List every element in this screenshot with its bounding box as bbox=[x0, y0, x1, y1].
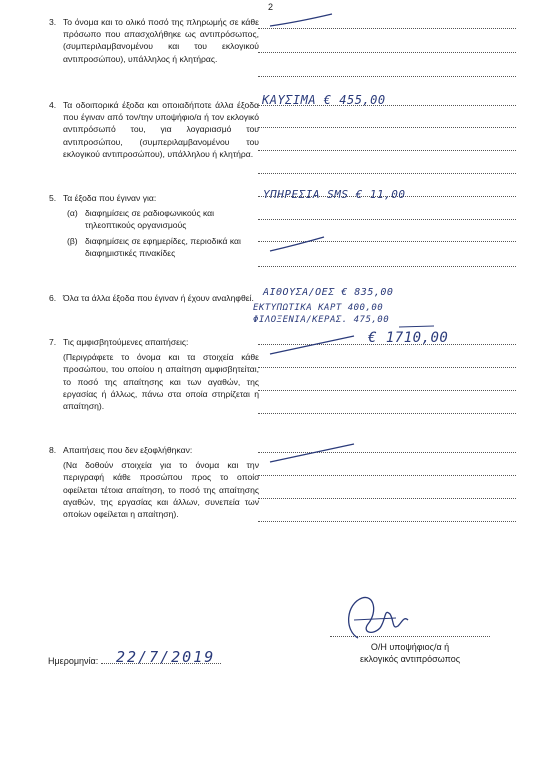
signature-caption-line: εκλογικός αντιπρόσωπος bbox=[359, 654, 461, 664]
answer-line[interactable] bbox=[258, 219, 516, 220]
sub-label: (β) bbox=[67, 235, 78, 246]
item-text: Τα έξοδα που έγιναν για: bbox=[63, 193, 157, 203]
answer-line[interactable] bbox=[258, 150, 516, 151]
answer-line[interactable] bbox=[258, 173, 516, 174]
item-number: 5. bbox=[49, 193, 57, 203]
answer-line[interactable] bbox=[258, 76, 516, 77]
signature-caption bbox=[340, 641, 480, 665]
item-text: Τις αμφισβητούμενες απαιτήσεις: bbox=[63, 337, 189, 347]
strike-mark bbox=[268, 10, 338, 30]
answer-line[interactable] bbox=[258, 390, 516, 391]
answer-line[interactable] bbox=[258, 521, 516, 522]
handwritten-printing-amount: ΕΚΤΥΠΩΤΙΚΑ ΚΑΡΤ 400,00 bbox=[253, 303, 384, 313]
item-text: Όλα τα άλλα έξοδα που έγιναν ή έχουν αναληφθεί. bbox=[63, 293, 254, 303]
handwritten-hospitality-amount: ΦΙΛΟΞΕΝΙΑ/ΚΕΡΑΣ. 475,00 bbox=[253, 315, 390, 325]
answer-line[interactable] bbox=[258, 475, 516, 476]
page-number: 2 bbox=[268, 2, 274, 12]
item-number: 8. bbox=[49, 445, 57, 455]
signature-caption-line: Ο/Η υποψήφιος/α ή bbox=[370, 642, 450, 652]
sub-item-a bbox=[63, 207, 263, 231]
answer-line[interactable] bbox=[258, 52, 516, 53]
total-underline bbox=[398, 325, 438, 329]
strike-mark bbox=[268, 332, 358, 356]
item-number: 4. bbox=[49, 100, 57, 110]
sub-text: διαφημίσεις σε εφημερίδες, περιοδικά και διαφημιστικές πινακίδες bbox=[85, 235, 241, 258]
strike-mark bbox=[268, 440, 358, 464]
answer-line[interactable] bbox=[258, 367, 516, 368]
handwritten-total-amount: € 1710,00 bbox=[368, 330, 449, 346]
strike-mark bbox=[268, 233, 328, 253]
sub-text: διαφημίσεις σε ραδιοφωνικούς και τηλεοπτικούς οργανισμούς bbox=[85, 208, 215, 231]
answer-line[interactable] bbox=[258, 127, 516, 128]
date-value: 22/7/2019 bbox=[116, 648, 216, 666]
item-text: Απαιτήσεις που δεν εξοφλήθηκαν: bbox=[63, 445, 193, 455]
answer-line[interactable] bbox=[258, 413, 516, 414]
date-label: Ημερομηνία: bbox=[48, 656, 221, 666]
signature bbox=[338, 590, 418, 646]
item-note: (Περιγράφετε το όνομα και τα στοιχεία κάθε προσώπου, του οποίου η απαίτηση αμφισβητείται, το ποσό της απαίτησης και των αγαθών, της εργασίας ή άλλως, πάνω στα οποία στηρίζεται η απαίτηση). bbox=[63, 352, 259, 412]
handwritten-sms-amount: ΥΠΗΡΕΣΙΑ SMS € 11,00 bbox=[263, 188, 406, 201]
item-number: 6. bbox=[49, 293, 57, 303]
sub-item-b bbox=[63, 235, 263, 259]
sub-label: (α) bbox=[67, 208, 78, 219]
handwritten-fuel-amount: ΚΑΥΣΙΜΑ € 455,00 bbox=[262, 93, 386, 107]
answer-line[interactable] bbox=[258, 498, 516, 499]
item-note: (Να δοθούν στοιχεία για το όνομα και την περιγραφή κάθε προσώπου προς το οποίο οφείλεται τέτοια απαίτηση, το ποσό της απαίτησης αγαθών, της εργασίας και άλλων, συνεπεία των οποίων οφείλεται η απαίτηση). bbox=[63, 460, 259, 520]
item-text: Τα οδοιπορικά έξοδα και οποιαδήποτε άλλα έξοδα που έγιναν από τον/την υποψήφιο/α ή τον εκλογικό αντιπρόσωπό του, για λογαριασμό του αντιπροσώπου, (συμπεριλαμβανομένου του εκλογικού αντιπροσώπου), υπάλληλου ή κλητήρα. bbox=[63, 100, 259, 159]
handwritten-hall-amount: ΑΙΘΟΥΣΑ/ΟΕΣ € 835,00 bbox=[263, 287, 394, 298]
item-text: Το όνομα και το ολικό ποσό της πληρωμής σε κάθε πρόσωπο που απασχολήθηκε ως αντιπρόσωπος, (συμπεριλαμβανομένου και του εκλογικού αντιπροσώπου), υπάλληλος ή κλητήρας. bbox=[63, 17, 259, 64]
answer-line[interactable] bbox=[258, 266, 516, 267]
item-number: 7. bbox=[49, 337, 57, 347]
item-number: 3. bbox=[49, 17, 57, 27]
